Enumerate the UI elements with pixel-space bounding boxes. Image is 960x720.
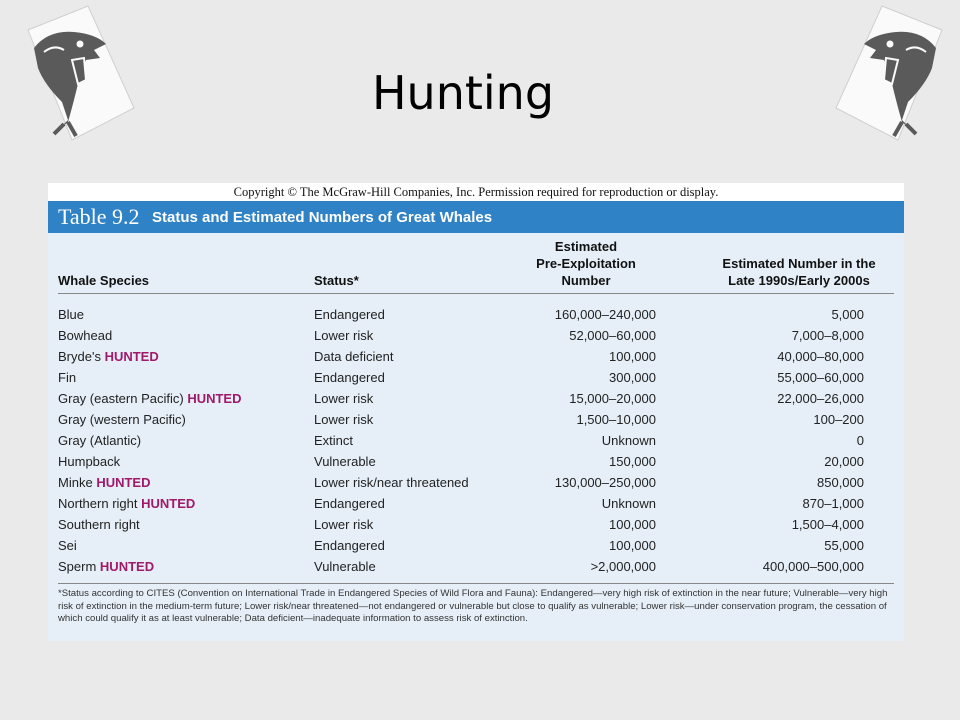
table-title-bar — [48, 201, 904, 233]
hunted-label: HUNTED — [141, 496, 196, 511]
cell-status: Endangered — [314, 538, 385, 553]
cell-late-estimate: 870–1,000 — [802, 496, 864, 511]
cell-status: Endangered — [314, 307, 385, 322]
cell-species — [58, 514, 140, 535]
header-species: Whale Species — [58, 273, 150, 288]
cell-status: Vulnerable — [314, 559, 376, 574]
cell-species — [58, 430, 141, 451]
cell-status: Vulnerable — [314, 454, 376, 469]
species-name: Gray (eastern Pacific) — [58, 391, 184, 406]
footnote: *Status according to CITES (Convention on International Trade in Endangered Species of Wild Flora and Fauna): Endangered—very high risk of extinction in the near future; Vulnerable—very high risk of extinction in the medium-term future; Lower risk/near threatened—not endangered or vulnerable but close to qualify as vulnerable; Lower risk—under conservation program, the cessation of which could qualify it as at least vulnerable; Data deficient—inadequate information to assess risk of extinction. — [58, 588, 888, 624]
header-divider — [58, 293, 894, 294]
hunted-label: HUNTED — [96, 475, 151, 490]
cell-species — [58, 409, 186, 430]
cell-species — [58, 367, 76, 388]
species-name: Sei — [58, 538, 77, 553]
cell-late-estimate: 55,000 — [824, 538, 864, 553]
table-row — [48, 472, 904, 493]
cell-status: Lower risk — [314, 391, 374, 406]
cell-pre-exploitation: 100,000 — [609, 538, 656, 553]
table-row — [48, 493, 904, 514]
species-name: Bowhead — [58, 328, 113, 343]
cell-status: Data deficient — [314, 349, 394, 364]
table-row — [48, 409, 904, 430]
table-row — [48, 346, 904, 367]
cell-status: Lower risk — [314, 328, 374, 343]
cell-pre-exploitation: Unknown — [601, 496, 656, 511]
cell-pre-exploitation: 1,500–10,000 — [576, 412, 656, 427]
cell-late-estimate: 5,000 — [831, 307, 864, 322]
cell-status: Lower risk — [314, 412, 374, 427]
table-row — [48, 388, 904, 409]
cell-status: Endangered — [314, 370, 385, 385]
cell-pre-exploitation: >2,000,000 — [590, 559, 656, 574]
species-name: Humpback — [58, 454, 121, 469]
species-name: Bryde's — [58, 349, 101, 364]
species-name: Gray (western Pacific) — [58, 412, 186, 427]
species-name: Northern right — [58, 496, 138, 511]
cell-species — [58, 304, 84, 325]
cell-species — [58, 451, 120, 472]
species-name: Gray (Atlantic) — [58, 433, 142, 448]
whale-table — [48, 183, 904, 641]
table-row — [48, 325, 904, 346]
cell-species — [58, 388, 242, 409]
cell-late-estimate: 400,000–500,000 — [762, 559, 864, 574]
cell-species — [58, 493, 195, 514]
cell-pre-exploitation: 52,000–60,000 — [569, 328, 656, 343]
header-pre-exploitation: Estimated Pre-Exploitation Number — [536, 239, 636, 288]
cell-status: Endangered — [314, 496, 385, 511]
copyright-notice: Copyright © The McGraw-Hill Companies, Inc. Permission required for reproduction or display. — [48, 183, 904, 201]
species-name: Blue — [58, 307, 85, 322]
species-name: Sperm — [58, 559, 97, 574]
cell-species — [58, 535, 77, 556]
hunted-label: HUNTED — [104, 349, 159, 364]
hunted-label: HUNTED — [187, 391, 242, 406]
slide-title: Hunting — [371, 66, 555, 120]
cell-late-estimate: 55,000–60,000 — [777, 370, 864, 385]
table-row — [48, 535, 904, 556]
header-late-1990s: Estimated Number in the Late 1990s/Early 2000s — [722, 256, 876, 288]
species-name: Fin — [58, 370, 77, 385]
cell-late-estimate: 22,000–26,000 — [777, 391, 864, 406]
table-row — [48, 367, 904, 388]
cell-late-estimate: 1,500–4,000 — [791, 517, 864, 532]
cell-pre-exploitation: 300,000 — [609, 370, 656, 385]
footnote-divider — [58, 583, 894, 584]
cell-status: Lower risk — [314, 517, 374, 532]
species-name: Minke — [58, 475, 93, 490]
table-number: Table 9.2 — [58, 204, 140, 229]
cell-status: Extinct — [314, 433, 354, 448]
cell-pre-exploitation: 150,000 — [609, 454, 656, 469]
cell-late-estimate: 20,000 — [824, 454, 864, 469]
hunted-label: HUNTED — [99, 559, 155, 574]
table-row — [48, 556, 904, 577]
table-row — [48, 304, 904, 325]
cell-late-estimate: 0 — [856, 433, 864, 448]
cell-pre-exploitation: 160,000–240,000 — [554, 307, 656, 322]
cell-late-estimate: 7,000–8,000 — [791, 328, 864, 343]
cell-pre-exploitation: 15,000–20,000 — [569, 391, 656, 406]
cell-species — [58, 346, 159, 367]
species-name: Southern right — [58, 517, 140, 532]
cell-status: Lower risk/near threatened — [314, 475, 469, 490]
cell-species — [58, 325, 112, 346]
cell-pre-exploitation: 100,000 — [609, 517, 656, 532]
cell-late-estimate: 100–200 — [813, 412, 864, 427]
table-row — [48, 430, 904, 451]
cell-late-estimate: 850,000 — [817, 475, 864, 490]
cell-pre-exploitation: 100,000 — [609, 349, 656, 364]
cell-late-estimate: 40,000–80,000 — [777, 349, 864, 364]
cell-species — [58, 472, 150, 493]
cell-species — [58, 556, 154, 577]
table-row — [48, 451, 904, 472]
cell-pre-exploitation: Unknown — [601, 433, 656, 448]
cell-pre-exploitation: 130,000–250,000 — [554, 475, 656, 490]
table-caption: Status and Estimated Numbers of Great Whales — [152, 209, 493, 226]
header-status: Status* — [314, 273, 359, 288]
table-row — [48, 514, 904, 535]
